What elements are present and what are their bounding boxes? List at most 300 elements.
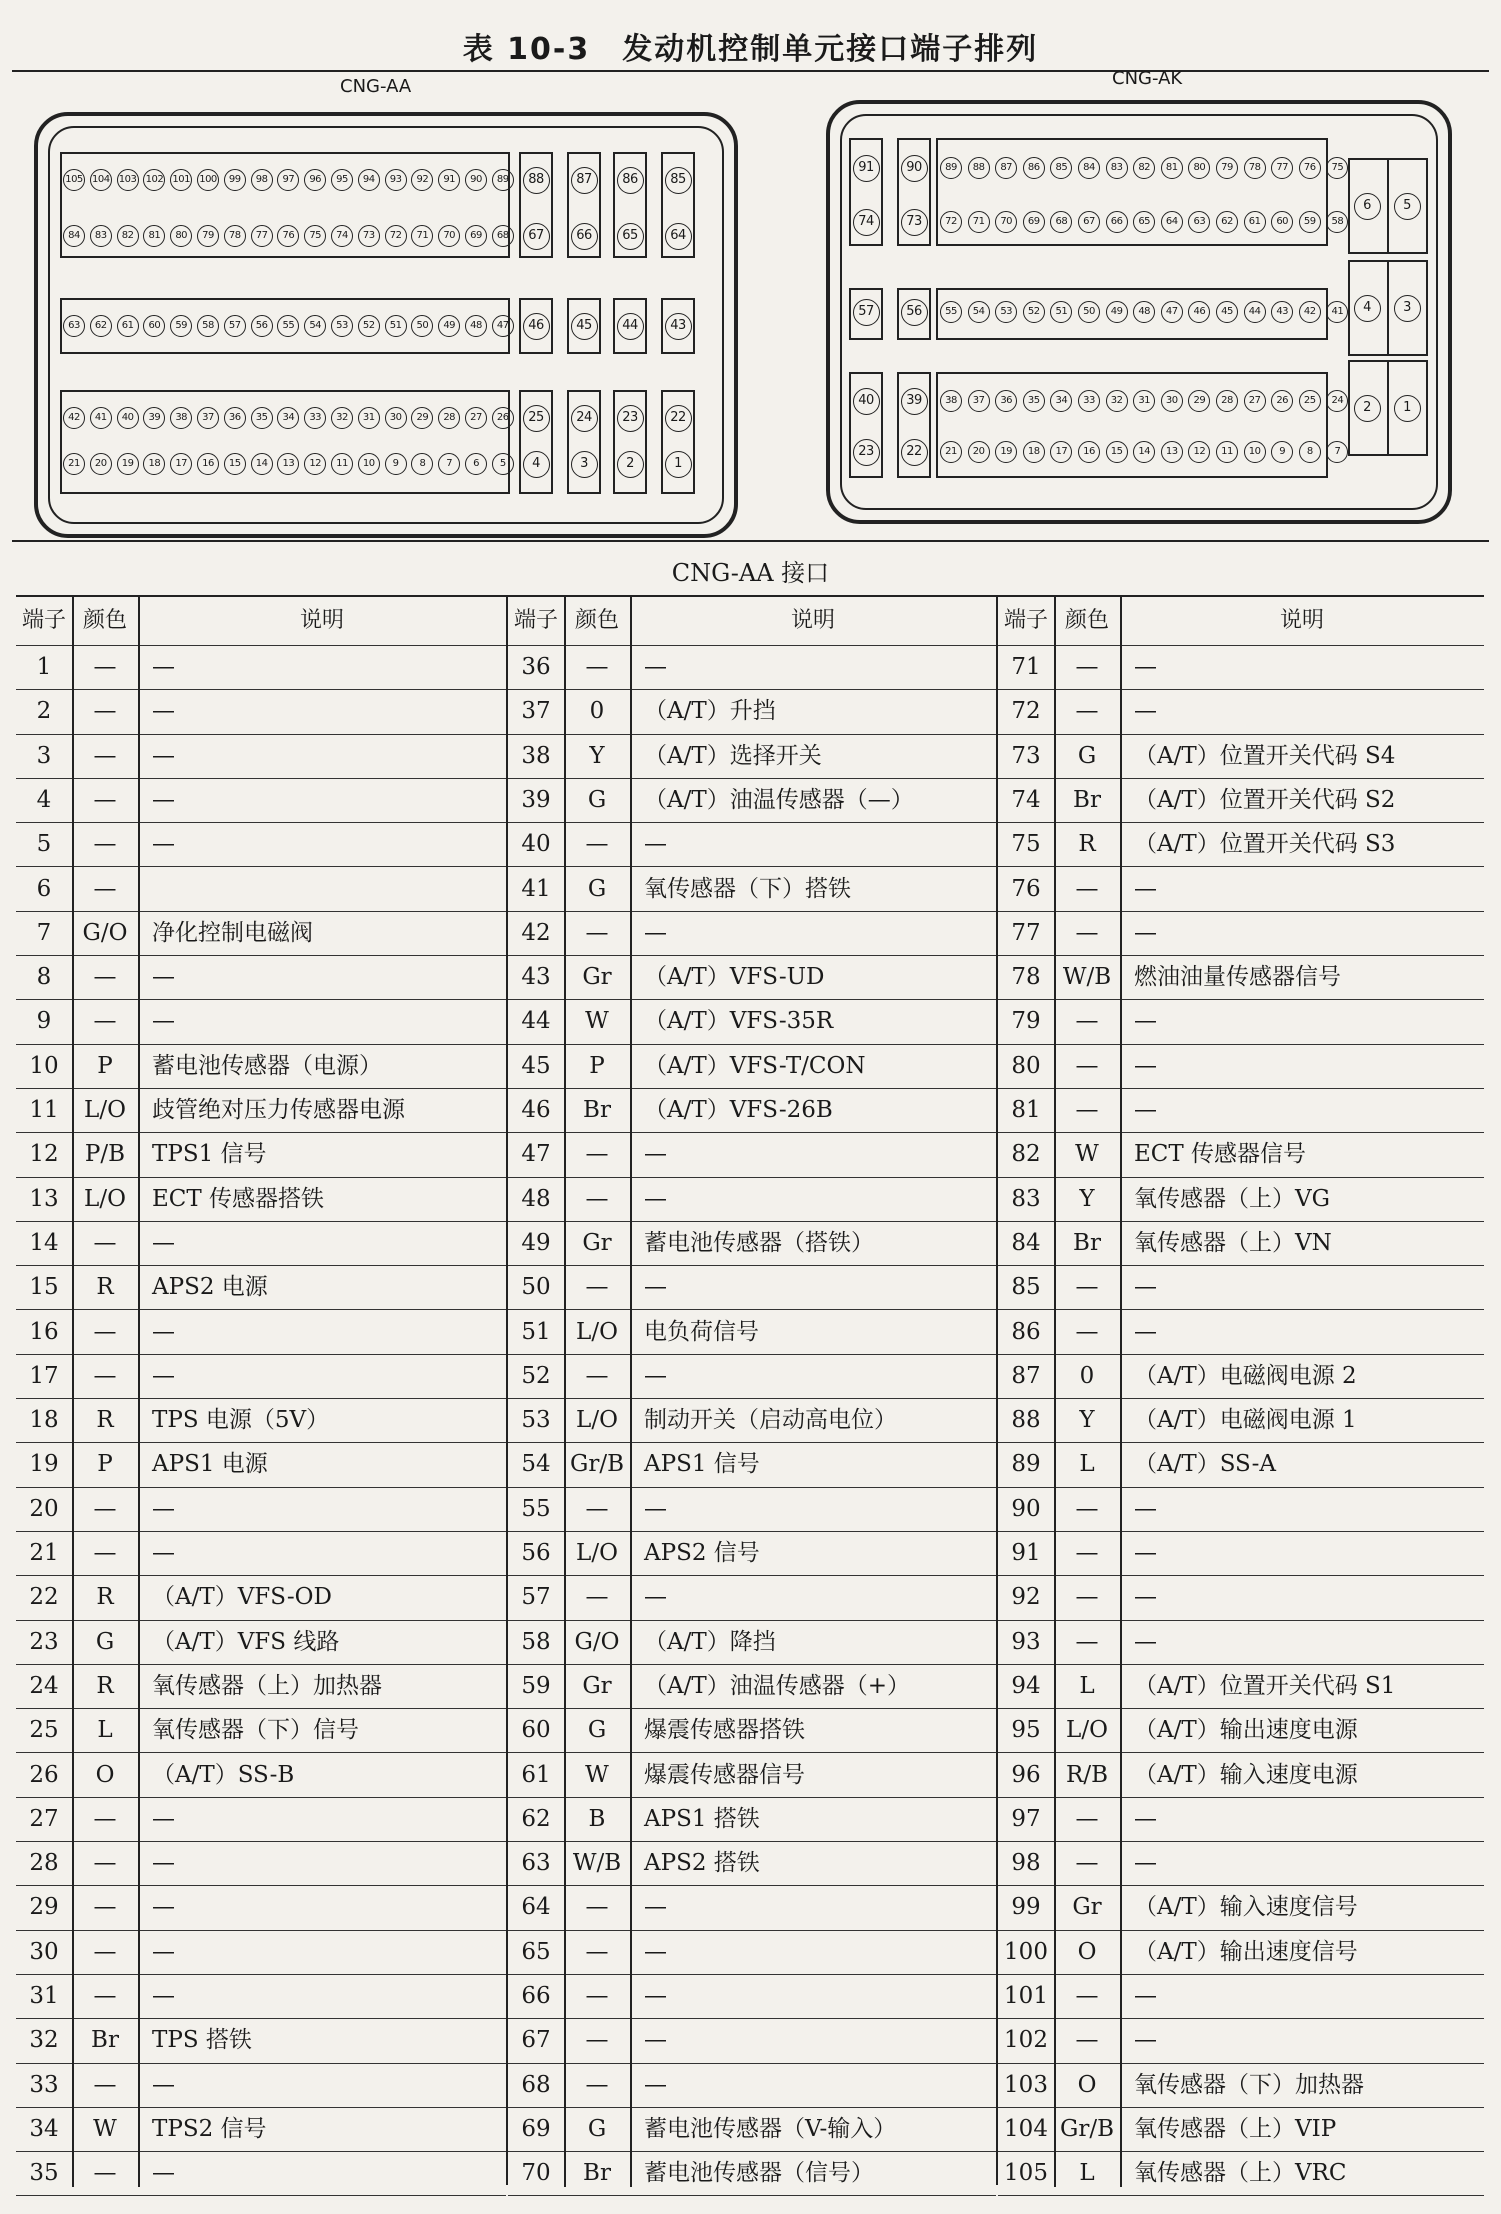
header-terminal: 端子 [513,608,558,633]
terminal-description: — [1134,1540,1157,1566]
table-title: CNG-AA 接口 [671,559,830,587]
table-row [508,822,996,867]
wire-color: — [93,742,117,769]
column-divider [1120,597,1122,2187]
wire-color: — [585,919,609,946]
table-row [508,1708,996,1753]
terminal-number: 23 [29,1628,59,1655]
terminal-description: （A/T）SS-B [152,1761,295,1788]
terminal-description: — [1134,1495,1157,1522]
terminal-number: 101 [1004,1983,1048,2009]
table-row [508,1620,996,1665]
terminal-number: 20 [29,1495,59,1522]
table-row [508,1398,996,1443]
terminal-number: 11 [29,1097,59,1123]
terminal-pin: 84 [1078,157,1100,179]
terminal-description: （A/T）降挡 [644,1628,776,1655]
terminal-pin: 32 [1106,390,1128,412]
terminal-pin: 57 [853,299,880,326]
terminal-pin: 21 [940,441,962,463]
wire-color: L/O [84,1097,126,1123]
terminal-description: （A/T）电磁阀电源 2 [1134,1362,1357,1389]
terminal-description: APS1 电源 [152,1451,268,1478]
terminal-description: — [1134,654,1157,680]
wire-color: — [1075,1052,1099,1079]
column-divider [630,597,632,2187]
terminal-pin: 56 [251,315,273,337]
wire-color: — [93,1983,117,2009]
table-row [508,689,996,734]
terminal-description: — [152,1850,175,1877]
table-divider [506,595,508,2185]
table-row [16,1753,506,1798]
terminal-pin: 43 [1271,301,1293,323]
terminal-pin: 104 [90,169,112,191]
wire-color: — [93,698,117,725]
terminal-pin: 2 [617,451,644,478]
wire-color: O [95,1761,115,1788]
terminal-description: 氧传感器（上）VRC [1134,2160,1347,2187]
terminal-pin: 60 [1271,211,1293,233]
terminal-pin: 2 [1354,395,1381,422]
wire-color: Gr [582,1672,612,1699]
table-row [508,1487,996,1532]
table-row [16,2107,506,2152]
terminal-number: 97 [1011,1805,1041,1832]
wire-color: G [587,1717,607,1744]
header-color: 颜色 [1064,608,1109,633]
terminal-pin: 82 [117,225,139,247]
wire-color: — [93,1850,117,1877]
terminal-description: （A/T）输出速度信号 [1134,1938,1358,1965]
terminal-pin: 10 [358,453,380,475]
terminal-number: 93 [1011,1628,1041,1655]
terminal-number: 59 [521,1672,551,1699]
table-row [998,1841,1484,1886]
wire-color: — [585,2027,609,2054]
terminal-number: 84 [1011,1229,1041,1256]
terminal-description: （A/T）输出速度电源 [1134,1717,1358,1744]
terminal-description: 蓄电池传感器（电源） [152,1052,382,1079]
terminal-pin: 62 [1216,211,1238,233]
terminal-number: 29 [29,1894,59,1921]
terminal-description: — [152,786,175,813]
terminal-pin: 90 [901,155,928,182]
terminal-description: — [152,698,175,725]
terminal-description [152,867,504,911]
terminal-description: — [644,1584,667,1611]
terminal-pin: 24 [1326,390,1348,412]
terminal-number: 45 [521,1052,551,1079]
terminal-pin: 74 [853,209,880,236]
terminal-description: — [644,1495,667,1522]
terminal-description: — [1134,1097,1157,1123]
terminal-number: 12 [29,1141,59,1168]
table-row [998,2107,1484,2152]
table-header [16,597,506,646]
terminal-pin: 100 [197,169,219,191]
wire-color: — [1075,1495,1099,1522]
wire-color: O [1077,2071,1097,2098]
terminal-number: 31 [29,1983,59,2009]
table-row [998,689,1484,734]
table-row [16,1487,506,1532]
table-row [998,1442,1484,1487]
terminal-pin: 19 [995,441,1017,463]
terminal-pin: 101 [170,169,192,191]
wire-color: R [1078,831,1096,858]
terminal-description: — [152,1229,175,1256]
wire-color: — [585,1362,609,1389]
terminal-pin: 40 [853,388,880,415]
terminal-description: — [644,1894,667,1921]
wire-color: G [587,2115,607,2142]
table-column-1 [16,595,506,2187]
terminal-pin: 76 [277,225,299,247]
terminal-pin: 32 [331,407,353,429]
header-color: 颜色 [574,608,619,633]
terminal-pin: 102 [143,169,165,191]
wire-color: G [587,875,607,902]
terminal-pin: 1 [665,451,692,478]
terminal-pin: 31 [1133,390,1155,412]
terminal-number: 3 [36,742,52,769]
wire-color: — [93,1495,117,1522]
terminal-number: 57 [521,1584,551,1611]
terminal-description: — [152,2160,175,2187]
terminal-pin: 72 [940,211,962,233]
terminal-number: 92 [1011,1584,1041,1611]
table-row [998,1487,1484,1532]
terminal-pin: 75 [304,225,326,247]
table-row [998,822,1484,867]
terminal-pin: 50 [411,315,433,337]
table-row [16,1044,506,1089]
terminal-number: 25 [29,1717,59,1744]
terminal-pin: 82 [1133,157,1155,179]
terminal-pin: 44 [617,313,644,340]
terminal-pin: 49 [1106,301,1128,323]
terminal-pin: 88 [968,157,990,179]
terminal-pin: 36 [995,390,1017,412]
terminal-pin: 22 [665,405,692,432]
wire-color: — [1075,654,1099,680]
terminal-pin: 4 [1354,295,1381,322]
table-row [508,1044,996,1089]
terminal-pin: 77 [251,225,273,247]
terminal-number: 99 [1011,1894,1041,1921]
terminal-number: 58 [521,1628,551,1655]
terminal-number: 63 [521,1850,551,1877]
wire-color: — [1075,1274,1099,1301]
table-row [16,1841,506,1886]
table-row [998,2063,1484,2108]
terminal-number: 21 [29,1540,59,1566]
wire-color: — [1075,1628,1099,1655]
terminal-pin: 13 [1161,441,1183,463]
terminal-description: 氧传感器（上）VG [1134,1185,1330,1212]
terminal-pin: 23 [853,439,880,466]
table-row [16,1531,506,1576]
table-row [508,2063,996,2108]
table-row [998,778,1484,823]
terminal-pin: 84 [63,225,85,247]
terminal-description: — [152,1983,175,2009]
terminal-number: 60 [521,1717,551,1744]
wire-color: R [96,1584,114,1611]
wire-color: Br [583,1097,611,1123]
wire-color: — [93,1229,117,1256]
terminal-pin: 18 [143,453,165,475]
table-row [508,999,996,1044]
terminal-pin: 51 [1050,301,1072,323]
table-row [508,2107,996,2152]
table-row [998,911,1484,956]
wire-color: R/B [1066,1761,1108,1788]
terminal-description: — [152,1540,175,1566]
terminal-description: （A/T）位置开关代码 S1 [1134,1672,1396,1699]
table-row [508,1177,996,1222]
wire-color: P [589,1052,605,1079]
terminal-number: 87 [1011,1362,1041,1389]
terminal-pin: 71 [968,211,990,233]
terminal-description: （A/T）VFS-35R [644,1008,834,1035]
wire-color: — [93,1008,117,1035]
terminal-pin: 67 [523,223,550,250]
wire-color: P/B [84,1141,126,1168]
terminal-pin: 91 [438,169,460,191]
terminal-pin: 14 [1133,441,1155,463]
wire-color: 0 [1079,1362,1095,1389]
terminal-pin: 105 [63,169,85,191]
terminal-pin: 48 [1133,301,1155,323]
terminal-pin: 30 [1161,390,1183,412]
table-row [998,1044,1484,1089]
terminal-pin: 37 [968,390,990,412]
terminal-number: 69 [521,2115,551,2142]
table-row [998,1753,1484,1798]
terminal-pin: 13 [277,453,299,475]
terminal-pin: 35 [251,407,273,429]
table-column-2 [508,595,996,2187]
terminal-pin: 27 [1244,390,1266,412]
terminal-number: 44 [521,1008,551,1035]
terminal-pin: 86 [617,167,644,194]
terminal-description: — [152,1938,175,1965]
table-row [508,1088,996,1133]
wire-color: W [1075,1141,1099,1168]
terminal-pin: 29 [1188,390,1210,412]
terminal-number: 68 [521,2071,551,2098]
wire-color: — [585,1185,609,1212]
terminal-pin: 89 [940,157,962,179]
terminal-description: 爆震传感器搭铁 [644,1717,805,1744]
header-terminal: 端子 [1003,608,1048,633]
wire-color: O [1077,1938,1097,1965]
terminal-pin: 6 [1354,193,1381,220]
terminal-pin: 83 [90,225,112,247]
wire-color: — [93,875,117,902]
terminal-number: 50 [521,1274,551,1301]
table-row [998,1664,1484,1709]
terminal-number: 90 [1011,1495,1041,1522]
terminal-pin: 58 [197,315,219,337]
terminal-number: 42 [521,919,551,946]
cng-ak-label: CNG-AK [1112,68,1183,89]
table-row [508,867,996,912]
terminal-pin: 16 [197,453,219,475]
terminal-number: 1 [36,654,52,680]
terminal-pin: 61 [117,315,139,337]
terminal-number: 53 [521,1407,551,1434]
table-row [16,1974,506,2019]
terminal-number: 43 [521,964,551,991]
terminal-description: （A/T）油温传感器（—） [644,786,914,813]
table-row [508,1531,996,1576]
table-row [16,1221,506,1266]
terminal-pin: 16 [1078,441,1100,463]
terminal-pin: 72 [385,225,407,247]
terminal-pin: 64 [665,223,692,250]
terminal-number: 104 [1004,2115,1048,2142]
table-row [508,1841,996,1886]
terminal-number: 94 [1011,1672,1041,1699]
table-row [998,2151,1484,2196]
wire-color: — [93,654,117,680]
table-row [998,734,1484,779]
terminal-number: 48 [521,1185,551,1212]
wire-color: W/B [572,1850,622,1877]
terminal-description: — [152,831,175,858]
wire-color: P [97,1052,113,1079]
terminal-pin: 81 [143,225,165,247]
table-header [508,597,996,646]
terminal-pin: 8 [1299,441,1321,463]
terminal-description: — [152,1805,175,1832]
table-row [16,999,506,1044]
terminal-pin: 59 [170,315,192,337]
terminal-pin: 81 [1161,157,1183,179]
terminal-description: （A/T）位置开关代码 S3 [1134,831,1396,858]
terminal-pin: 58 [1326,211,1348,233]
terminal-pin: 88 [523,167,550,194]
terminal-description: — [644,1141,667,1168]
terminal-number: 79 [1011,1008,1041,1035]
wire-color: R [96,1407,114,1434]
terminal-pin: 66 [571,223,598,250]
terminal-pin: 39 [143,407,165,429]
header-desc: 说明 [299,608,344,633]
terminal-pin: 52 [358,315,380,337]
table-row [16,2018,506,2063]
table-row [998,1132,1484,1177]
terminal-pin: 66 [1106,211,1128,233]
terminal-number: 26 [29,1761,59,1788]
table-row [998,2018,1484,2063]
table-row [998,1620,1484,1665]
wire-color: R [96,1672,114,1699]
terminal-pin: 3 [571,451,598,478]
terminal-pin: 94 [358,169,380,191]
terminal-number: 56 [521,1540,551,1566]
terminal-description: — [1134,1052,1157,1079]
terminal-description: — [152,964,175,991]
terminal-number: 52 [521,1362,551,1389]
header-desc: 说明 [790,608,835,633]
terminal-description: — [1134,1805,1157,1832]
table-row [16,911,506,956]
wire-color: L [1079,1672,1095,1699]
terminal-number: 64 [521,1894,551,1921]
table-row [998,1974,1484,2019]
wire-color: — [1075,1318,1099,1345]
wire-color: — [585,831,609,858]
terminal-pin: 25 [1299,390,1321,412]
terminal-description: （A/T）SS-A [1134,1451,1277,1478]
terminal-number: 80 [1011,1052,1041,1079]
terminal-number: 76 [1011,875,1041,902]
cng-aa-label: CNG-AA [340,76,412,97]
table-row [998,1398,1484,1443]
terminal-pin: 99 [224,169,246,191]
terminal-number: 102 [1004,2027,1048,2054]
terminal-pin: 65 [1133,211,1155,233]
terminal-number: 32 [29,2027,59,2054]
table-row [508,1930,996,1975]
terminal-description: — [152,1495,175,1522]
terminal-description: APS1 搭铁 [644,1805,760,1832]
terminal-description: — [152,742,175,769]
terminal-number: 88 [1011,1407,1041,1434]
header-terminal: 端子 [21,608,66,633]
terminal-pin: 14 [251,453,273,475]
wire-color: — [585,1495,609,1522]
table-row [998,1531,1484,1576]
table-row [16,1265,506,1310]
wire-color: — [585,1938,609,1965]
terminal-description: 燃油油量传感器信号 [1134,964,1341,991]
section-rule [12,540,1489,542]
terminal-description: 电负荷信号 [644,1318,759,1345]
wire-color: — [1075,1584,1099,1611]
terminal-pin: 31 [358,407,380,429]
terminal-number: 24 [29,1672,59,1699]
terminal-pin: 15 [1106,441,1128,463]
terminal-pin: 28 [438,407,460,429]
table-row [508,1664,996,1709]
terminal-pin: 55 [940,301,962,323]
terminal-description: 氧传感器（下）加热器 [1134,2071,1364,2098]
terminal-number: 18 [29,1407,59,1434]
table-row [16,1930,506,1975]
wire-color: — [93,1540,117,1566]
terminal-pin: 48 [465,315,487,337]
terminal-description: — [152,1362,175,1389]
terminal-pin: 73 [901,209,928,236]
table-row [998,867,1484,912]
terminal-pin: 63 [63,315,85,337]
wire-color: — [585,1584,609,1611]
terminal-description: 氧传感器（上）VIP [1134,2115,1337,2142]
terminal-pin: 4 [523,451,550,478]
table-row [16,955,506,1000]
terminal-pin: 53 [331,315,353,337]
terminal-number: 96 [1011,1761,1041,1788]
table-row [508,1797,996,1842]
terminal-pin: 85 [1050,157,1072,179]
terminal-pin: 38 [170,407,192,429]
terminal-pin: 95 [331,169,353,191]
